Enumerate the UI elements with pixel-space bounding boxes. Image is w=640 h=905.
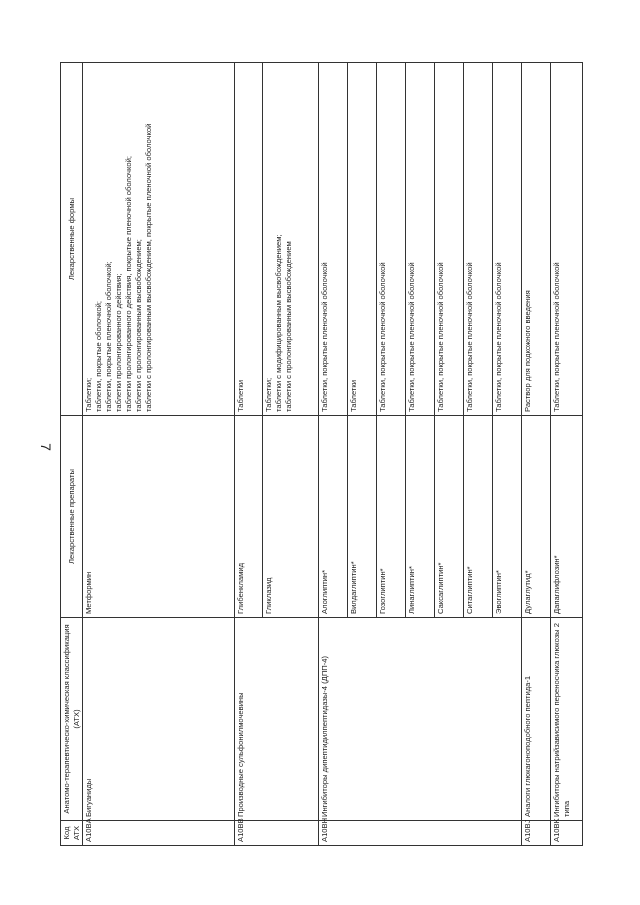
table-wrap	[60, 63, 572, 846]
cell-classification: Аналоги глюкагоноподобного пептида-1	[522, 618, 551, 821]
header-atc-code: Код АТХ	[61, 821, 83, 846]
cell-drug: Алоглиптин*	[319, 416, 348, 618]
cell-forms: Таблетки, покрытые пленочной оболочкой	[377, 63, 406, 416]
table-row	[522, 63, 551, 846]
header-drugs: Лекарственные препараты	[61, 416, 83, 618]
rotated-table-area	[60, 63, 572, 846]
cell-atc-code: A10BB	[235, 821, 319, 846]
cell-drug: Дулаглутид*	[522, 416, 551, 618]
cell-forms: Таблетки, покрытые пленочной оболочкой	[551, 63, 583, 416]
page-number: 7	[38, 443, 54, 451]
cell-forms: Таблетки, покрытые пленочной оболочкой	[319, 63, 348, 416]
atc-drug-table	[60, 62, 583, 846]
cell-atc-code: A10BJ	[522, 821, 551, 846]
table-row	[83, 63, 235, 846]
table-row	[551, 63, 583, 846]
cell-drug: Дапаглифлозин*	[551, 416, 583, 618]
cell-drug: Гозоглиптин*	[377, 416, 406, 618]
cell-forms: Таблетки	[235, 63, 263, 416]
cell-classification: Производные сульфонилмочевины	[235, 618, 319, 821]
cell-drug: Метформин	[83, 416, 235, 618]
cell-atc-code: A10BH	[319, 821, 522, 846]
cell-forms: Таблетки	[348, 63, 377, 416]
cell-drug: Глибенкламид	[235, 416, 263, 618]
table-row	[319, 63, 348, 846]
cell-forms: Таблетки, покрытые пленочной оболочкой	[464, 63, 493, 416]
cell-forms: Таблетки; таблетки с модифицированным высвобождением; таблетки с пролонгированным высвобождением	[263, 63, 319, 416]
header-forms: Лекарственные формы	[61, 63, 83, 416]
cell-classification: Ингибиторы дипептидилпептидазы-4 (ДПП-4)	[319, 618, 522, 821]
cell-drug: Эвоглиптин*	[493, 416, 522, 618]
cell-atc-code: A10BK	[551, 821, 583, 846]
cell-forms: Таблетки; таблетки, покрытые оболочкой; таблетки, покрытые пленочной оболочкой; таблетки пролонгированного действия; таблетки пролонгированного действия, покрытые пленочной оболочкой; таблетки с пролонгированным высвобождением; таблетки с пролонгированным высвобождением, покрытые пленочной оболочкой	[83, 63, 235, 416]
cell-drug: Гликлазид	[263, 416, 319, 618]
table-row	[235, 63, 263, 846]
cell-drug: Линаглиптин*	[406, 416, 435, 618]
cell-forms: Таблетки, покрытые пленочной оболочкой	[406, 63, 435, 416]
cell-drug: Вилдаглиптин*	[348, 416, 377, 618]
cell-atc-code: A10BA	[83, 821, 235, 846]
cell-forms: Таблетки, покрытые пленочной оболочкой	[493, 63, 522, 416]
cell-drug: Саксаглиптин*	[435, 416, 464, 618]
cell-drug: Ситаглиптин*	[464, 416, 493, 618]
cell-classification: Ингибиторы натрийзависимого переносчика глюкозы 2 типа	[551, 618, 583, 821]
cell-classification: Бигуаниды	[83, 618, 235, 821]
header-classification: Анатомо-терапевтическо-химическая классификация (АТХ)	[61, 618, 83, 821]
cell-forms: Таблетки, покрытые пленочной оболочкой	[435, 63, 464, 416]
cell-forms: Раствор для подкожного введения	[522, 63, 551, 416]
table-header-row	[61, 63, 83, 846]
